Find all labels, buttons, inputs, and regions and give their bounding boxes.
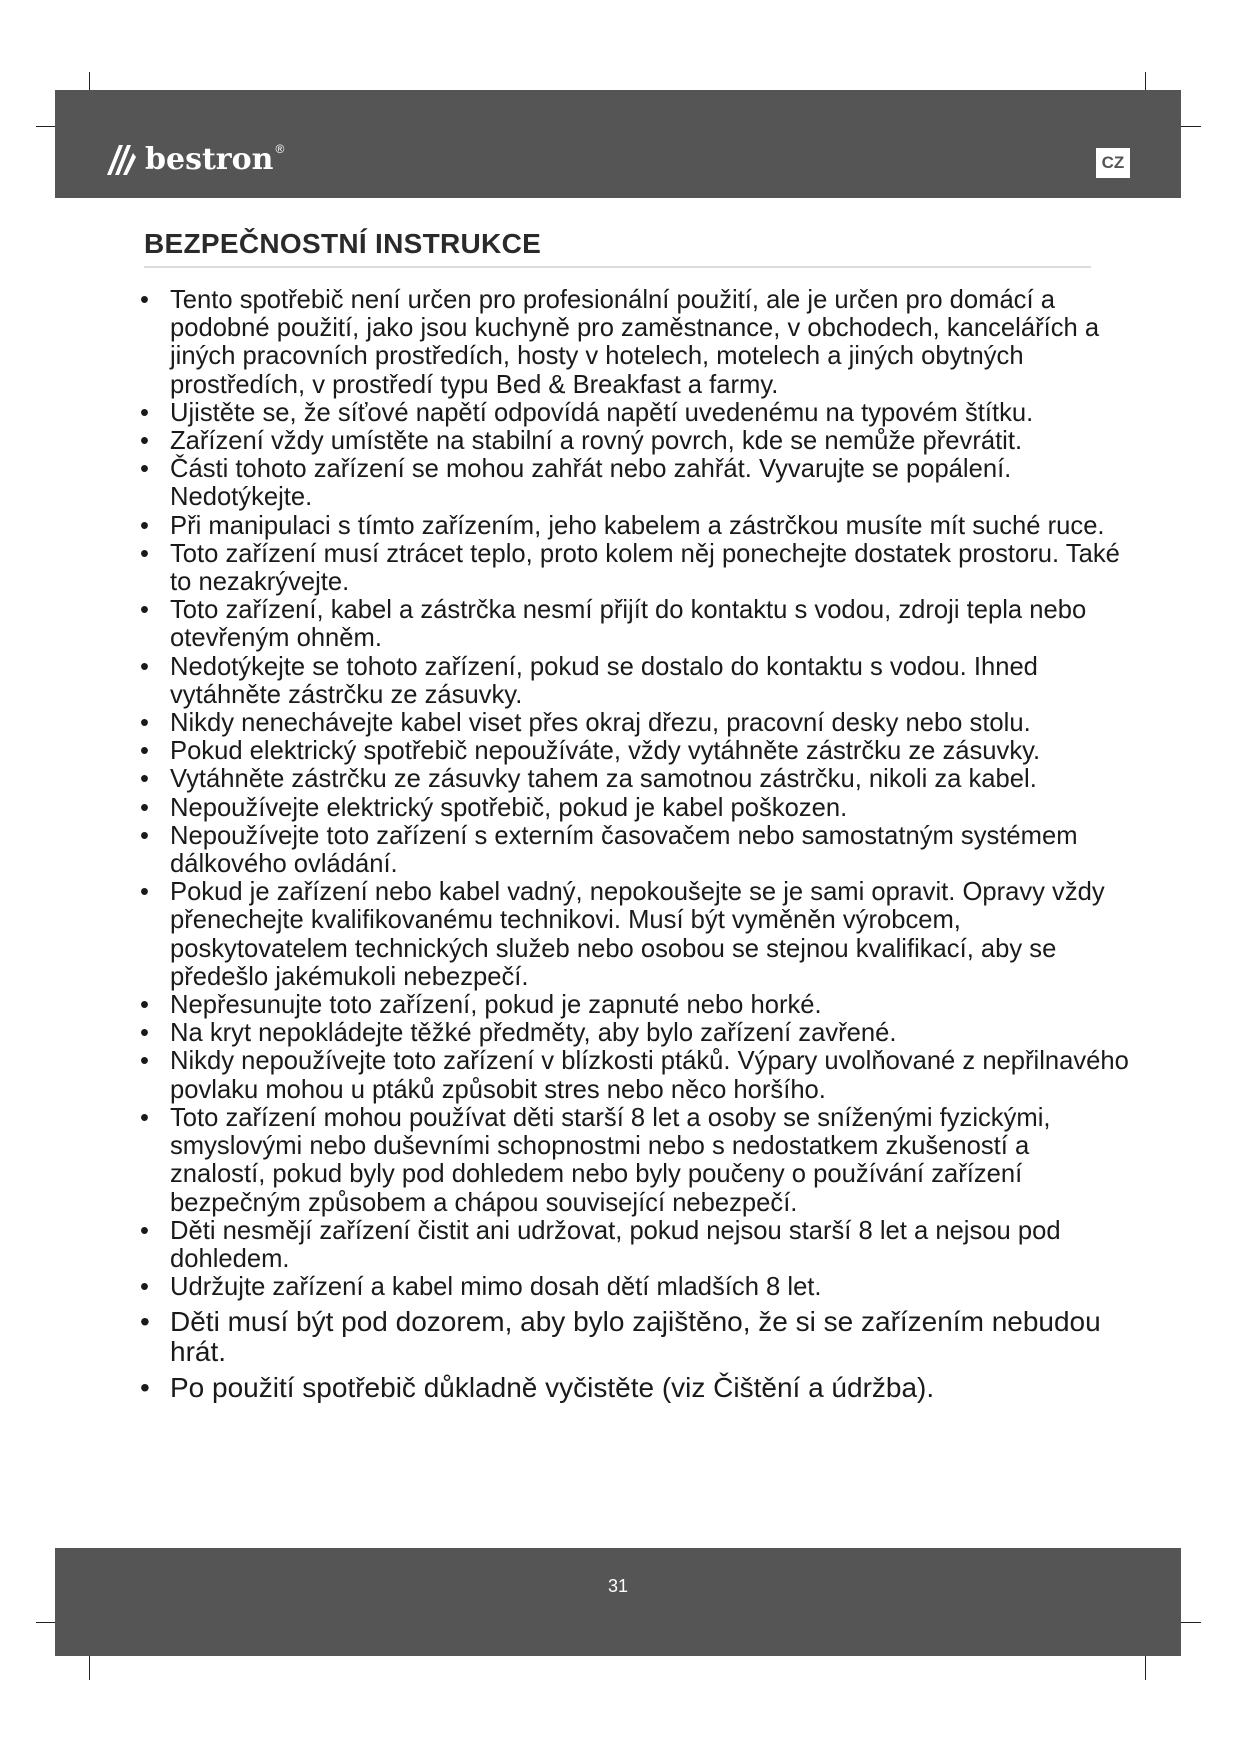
list-item <box>140 1217 1130 1273</box>
list-item-text: Vytáhněte zástrčku ze zásuvky tahem za samotnou zástrčku, nikoli za kabel. <box>170 765 1037 794</box>
list-item <box>140 737 1130 765</box>
bullet-icon: • <box>140 1372 150 1404</box>
list-item-text: Po použití spotřebič důkladně vyčistěte (viz Čištění a údržba). <box>170 1372 935 1404</box>
bullet-icon: • <box>140 793 149 822</box>
list-item-text: Části tohoto zařízení se mohou zahřát nebo zahřát. Vyvarujte se popálení. Nedotýkejte. <box>170 455 1012 512</box>
list-item-text: Pokud je zařízení nebo kabel vadný, nepokoušejte se je sami opravit. Opravy vždy přenechejte kvalifikovanému technikovi. Musí být vyměněn výrobcem, poskytovatelem technických služeb nebo osobou se stejnou kvalifikací, aby se předešlo jakémukoli nebezpečí. <box>170 878 1105 991</box>
bullet-icon: • <box>140 652 149 681</box>
list-item <box>140 991 1130 1019</box>
list-item <box>140 1019 1130 1047</box>
list-item-text: Děti nesmějí zařízení čistit ani udržovat, pokud nejsou starší 8 let a nejsou pod dohledem. <box>170 1216 1061 1273</box>
list-item <box>140 427 1130 455</box>
bullet-icon: • <box>140 427 149 456</box>
list-item-text: Nepřesunujte toto zařízení, pokud je zapnuté nebo horké. <box>170 991 822 1020</box>
bullet-icon: • <box>140 596 149 625</box>
list-item-text: Tento spotřebič není určen pro profesionální použití, ale je určen pro domácí a podobné použití, jako jsou kuchyně pro zaměstnance, v obchodech, kancelářích a jiných pracovních prostředích, hosty v hotelech, motelech a jiných obytných prostředích, v prostředí typu Bed & Breakfast a farmy. <box>170 286 1100 399</box>
list-item <box>140 1047 1130 1103</box>
list-item-text: Při manipulaci s tímto zařízením, jeho kabelem a zástrčkou musíte mít suché ruce. <box>170 511 1105 540</box>
list-item-text: Nikdy nepoužívejte toto zařízení v blízkosti ptáků. Výpary uvolňované z nepřilnavého povlaku mohou u ptáků způsobit stres nebo něco horšího. <box>170 1047 1129 1104</box>
list-item <box>140 286 1130 399</box>
list-item <box>140 653 1130 709</box>
header-bar <box>55 90 1181 198</box>
bullet-icon: • <box>140 1103 149 1132</box>
list-item-text: Toto zařízení mohou používat děti starší 8 let a osoby se sníženými fyzickými, smyslovými nebo duševními schopnostmi nebo s nedostatkem zkušeností a znalostí, pokud byly pod dohledem nebo byly poučeny o používání zařízení bezpečným způsobem a chápou související nebezpečí. <box>170 1103 1051 1217</box>
list-item-text: Nedotýkejte se tohoto zařízení, pokud se dostalo do kontaktu s vodou. Ihned vytáhněte zástrčku ze zásuvky. <box>170 652 1038 709</box>
title-divider <box>144 266 1091 268</box>
list-item <box>140 512 1130 540</box>
footer-bar <box>55 1548 1181 1656</box>
bullet-icon: • <box>140 1273 149 1302</box>
bullet-icon: • <box>140 765 149 794</box>
brand-name: bestron <box>145 142 274 177</box>
list-item <box>140 1373 1130 1403</box>
bullet-icon: • <box>140 1019 149 1048</box>
list-item-text: Toto zařízení, kabel a zástrčka nesmí přijít do kontaktu s vodou, zdroji tepla nebo otevřeným ohněm. <box>170 596 1087 653</box>
list-item-text: Ujistěte se, že síťové napětí odpovídá napětí uvedenému na typovém štítku. <box>170 398 1034 427</box>
list-item-text: Děti musí být pod dozorem, aby bylo zajištěno, že si se zařízením nebudou hrát. <box>170 1306 1101 1368</box>
list-item <box>140 1104 1130 1217</box>
bullet-icon: • <box>140 709 149 738</box>
bullet-icon: • <box>140 821 149 850</box>
bullet-icon: • <box>140 286 149 314</box>
section-title: BEZPEČNOSTNÍ INSTRUKCE <box>144 228 542 259</box>
page-number: 31 <box>607 1576 629 1596</box>
list-item <box>140 399 1130 427</box>
list-item-text: Toto zařízení musí ztrácet teplo, proto kolem něj ponechejte dostatek prostoru. Také to nezakrývejte. <box>170 539 1120 597</box>
bullet-icon: • <box>140 737 149 766</box>
list-item <box>140 455 1130 511</box>
list-item-text: Na kryt nepokládejte těžké předměty, aby bylo zařízení zavřené. <box>170 1019 897 1048</box>
safety-instructions-list <box>140 286 1130 1403</box>
bullet-icon: • <box>140 539 149 568</box>
list-item-text: Nikdy nenechávejte kabel viset přes okraj dřezu, pracovní desky nebo stolu. <box>170 709 1031 738</box>
bullet-icon: • <box>140 511 149 540</box>
list-item <box>140 709 1130 737</box>
bullet-icon: • <box>140 878 149 907</box>
brand-logo <box>105 140 284 180</box>
bullet-icon: • <box>140 1306 150 1338</box>
bullet-icon: • <box>140 991 149 1020</box>
list-item <box>140 822 1130 878</box>
list-item-text: Zařízení vždy umístěte na stabilní a rovný povrch, kde se nemůže převrátit. <box>170 427 1023 456</box>
bullet-icon: • <box>140 455 149 484</box>
language-badge: CZ <box>1096 148 1130 178</box>
list-item-text: Udržujte zařízení a kabel mimo dosah dětí mladších 8 let. <box>170 1273 822 1302</box>
bullet-icon: • <box>140 1047 149 1076</box>
list-item-text: Nepoužívejte elektrický spotřebič, pokud je kabel poškozen. <box>170 793 848 822</box>
list-item <box>140 540 1130 596</box>
bullet-icon: • <box>140 1216 149 1245</box>
registered-mark: ® <box>275 142 285 156</box>
list-item <box>140 1307 1130 1367</box>
list-item <box>140 765 1130 793</box>
list-item-text: Pokud elektrický spotřebič nepoužíváte, vždy vytáhněte zástrčku ze zásuvky. <box>170 737 1041 766</box>
list-item <box>140 596 1130 652</box>
list-item <box>140 1273 1130 1301</box>
brand-chevron-icon <box>105 143 137 177</box>
list-item-text: Nepoužívejte toto zařízení s externím časovačem nebo samostatným systémem dálkového ovládání. <box>170 821 1078 879</box>
bullet-icon: • <box>140 398 149 427</box>
list-item <box>140 878 1130 991</box>
list-item <box>140 794 1130 822</box>
